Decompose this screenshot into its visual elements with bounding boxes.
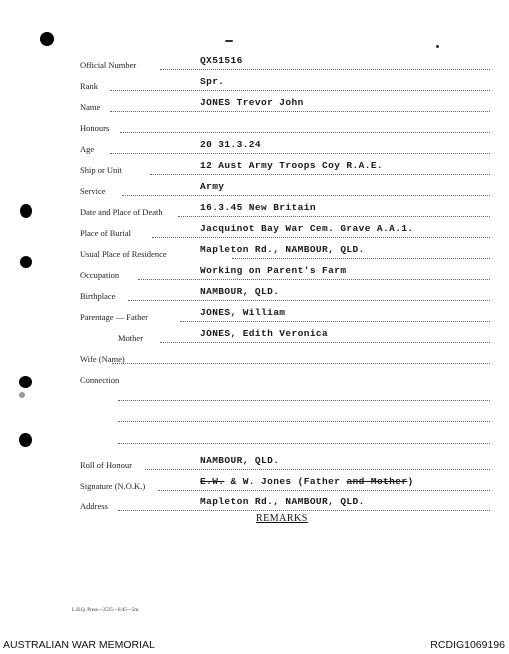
field-value: JONES, Edith Veronica	[200, 328, 329, 339]
field-label: Parentage — Father	[80, 312, 148, 322]
field-label: Age	[80, 144, 95, 154]
signature-struck-a: E.W.	[200, 476, 225, 487]
roll-dots	[145, 469, 490, 470]
field-label: Birthplace	[80, 291, 116, 301]
field-label: Usual Place of Residence	[80, 249, 167, 259]
field-label: Connection	[80, 375, 120, 385]
field-dots	[110, 111, 490, 112]
punch-hole-top	[40, 32, 54, 46]
field-dots	[178, 216, 490, 217]
printer-line: L.H.Q. Press—2535—6/45—5m.	[72, 608, 140, 613]
field-dots	[150, 174, 490, 175]
field-dots	[112, 363, 490, 364]
field-value: Working on Parent's Farm	[200, 265, 347, 276]
field-dots	[122, 195, 490, 196]
speck	[19, 392, 25, 398]
roll-value: NAMBOUR, QLD.	[200, 455, 280, 466]
roll-label: Roll of Honour	[80, 460, 132, 470]
field-value: Spr.	[200, 76, 225, 87]
field-value: 16.3.45 New Britain	[200, 202, 316, 213]
field-label: Date and Place of Death	[80, 207, 163, 217]
connection-line-2	[118, 421, 490, 422]
field-dots	[110, 90, 490, 91]
signature-struck-b: and Mother	[346, 476, 408, 487]
field-value: 20 31.3.24	[200, 139, 262, 150]
footer-bar	[0, 636, 509, 654]
punch-hole-mid	[20, 204, 32, 218]
speck	[225, 40, 233, 42]
signature-dots	[158, 490, 490, 491]
connection-line-1	[118, 400, 490, 401]
field-label: Rank	[80, 81, 98, 91]
field-value: JONES, William	[200, 307, 286, 318]
field-label: Service	[80, 186, 106, 196]
address-label: Address	[80, 501, 108, 511]
footer-record-id: RCDIG1069196	[430, 639, 505, 651]
field-dots	[128, 300, 490, 301]
punch-hole-mid2	[20, 256, 32, 268]
field-label: Honours	[80, 123, 110, 133]
field-dots	[110, 153, 490, 154]
field-dots	[160, 69, 490, 70]
field-label: Official Number	[80, 60, 137, 70]
address-value: Mapleton Rd., NAMBOUR, QLD.	[200, 496, 365, 507]
remarks-heading: REMARKS	[256, 513, 308, 524]
field-value: Mapleton Rd., NAMBOUR, QLD.	[200, 244, 365, 255]
punch-hole-low	[19, 376, 32, 388]
address-dots	[118, 510, 490, 511]
footer-archive-name: AUSTRALIAN WAR MEMORIAL	[3, 639, 155, 651]
field-value: NAMBOUR, QLD.	[200, 286, 280, 297]
signature-label: Signature (N.O.K.)	[80, 481, 146, 491]
field-value: QX51516	[200, 55, 243, 66]
field-dots	[152, 237, 490, 238]
signature-end: )	[407, 476, 414, 487]
field-label: Mother	[118, 333, 144, 343]
field-value: 12 Aust Army Troops Coy R.A.E.	[200, 160, 384, 171]
field-label: Ship or Unit	[80, 165, 123, 175]
field-dots	[232, 258, 490, 259]
field-value: Army	[200, 181, 225, 192]
signature-mid: & W. Jones (Father	[224, 476, 347, 487]
field-dots	[120, 132, 490, 133]
connection-line-3	[118, 443, 490, 444]
signature-value	[200, 476, 414, 487]
field-value: Jacquinot Bay War Cem. Grave A.A.1.	[200, 223, 414, 234]
field-label: Place of Burial	[80, 228, 131, 238]
field-dots	[138, 279, 490, 280]
speck	[436, 45, 439, 48]
field-label: Wife (Name)	[80, 354, 125, 364]
field-value: JONES Trevor John	[200, 97, 304, 108]
field-dots	[180, 321, 490, 322]
field-label: Name	[80, 102, 101, 112]
punch-hole-low2	[19, 433, 32, 447]
field-label: Occupation	[80, 270, 120, 280]
field-dots	[160, 342, 490, 343]
